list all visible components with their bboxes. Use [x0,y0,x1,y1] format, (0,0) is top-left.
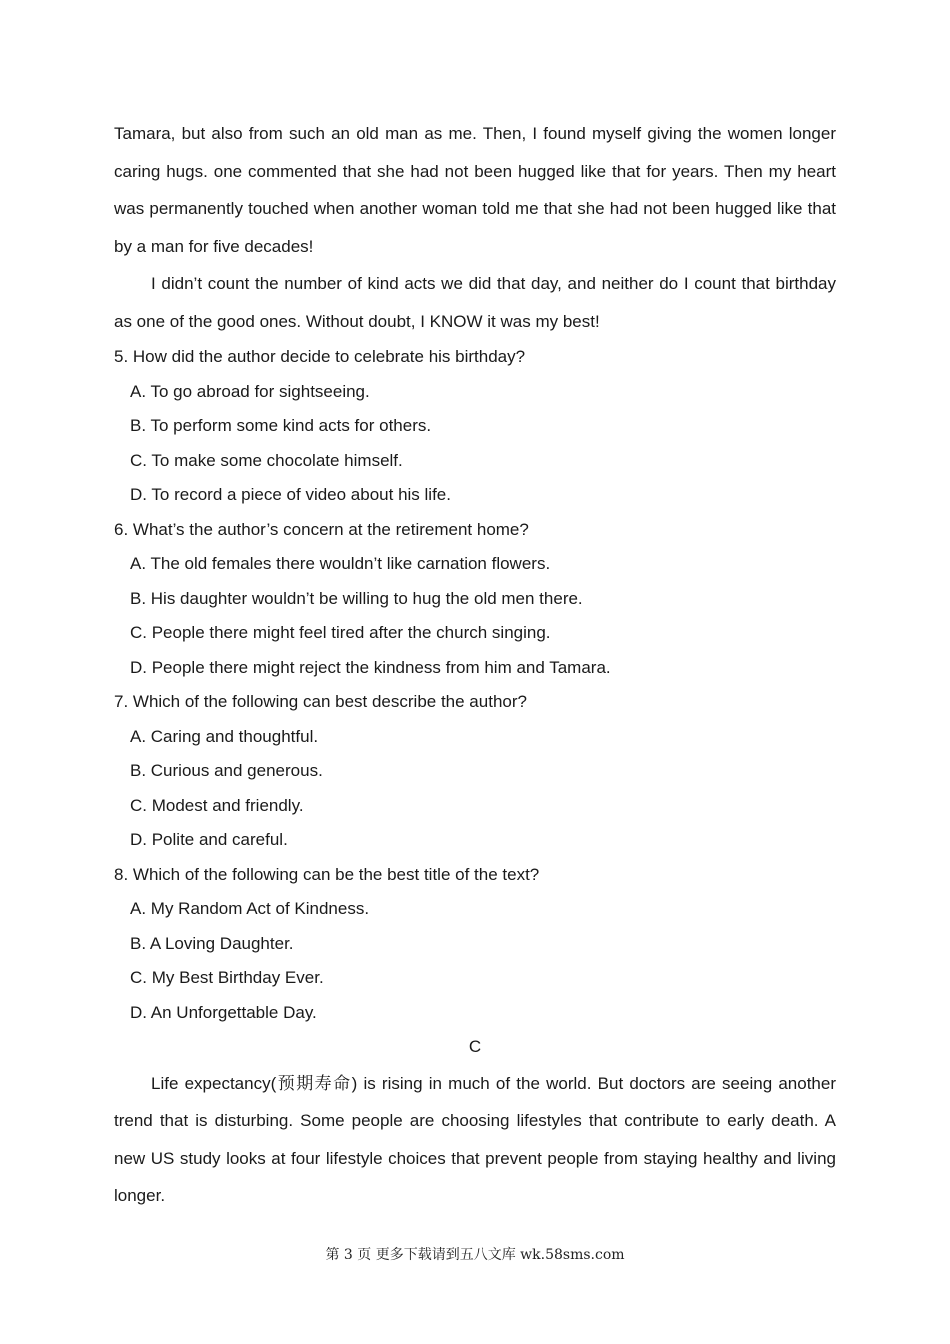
option-b: B. To perform some kind acts for others. [130,416,432,435]
option-b: B. Curious and generous. [130,761,323,780]
option-c: C. To make some chocolate himself. [130,450,403,470]
question-stem: 6. What’s the author’s concern at the retirement home? [114,519,529,539]
option-a: A. To go abroad for sightseeing. [130,381,370,401]
option-b: B. His daughter wouldn’t be willing to hug the old men there. [130,588,583,608]
page-footer: 第 3 页 更多下载请到五八文库 wk.58sms.com [325,1247,625,1263]
question-stem: 5. How did the author decide to celebrate his birthday? [114,347,526,366]
page-content [114,115,836,1215]
option-d: D. To record a piece of video about his life. [130,485,451,504]
question-stem: 7. Which of the following can best describe the author? [114,692,527,711]
option-d: D. Polite and careful. [130,830,288,849]
option-a: A. My Random Act of Kindness. [130,899,370,918]
option-a: A. Caring and thoughtful. [130,726,319,746]
question-8 [114,858,836,1031]
question-7 [114,685,836,858]
question-stem: 8. Which of the following can be the best title of the text? [114,864,540,884]
question-5 [114,340,836,513]
passage-paragraph: Tamara, but also from such an old man as me. Then, I found myself giving the women longer caring hugs. one commented that she had not been hugged like that for years. Then my heart was permanently touched when another woman told me that she had not been hugged like that by a man for five decades! [114,124,836,256]
section-heading: C [468,1037,482,1056]
option-c: C. Modest and friendly. [130,795,304,815]
option-a: A. The old females there wouldn’t like carnation flowers. [130,554,551,573]
section-c-paragraph: Life expectancy(预期寿命) is rising in much of the world. But doctors are seeing another trend that is disturbing. Some people are choosing lifestyles that contribute to early death. A new US study looks at four lifestyle choices that prevent people from staying healthy and living longer. [114,1073,836,1205]
passage-paragraph: I didn’t count the number of kind acts we did that day, and neither do I count that birthday as one of the good ones. Without doubt, I KNOW it was my best! [114,274,836,331]
option-d: D. People there might reject the kindness from him and Tamara. [130,657,611,677]
option-c: C. My Best Birthday Ever. [130,968,324,987]
option-d: D. An Unforgettable Day. [130,1002,317,1022]
option-c: C. People there might feel tired after the church singing. [130,623,551,642]
option-b: B. A Loving Daughter. [130,933,294,953]
question-6 [114,513,836,686]
